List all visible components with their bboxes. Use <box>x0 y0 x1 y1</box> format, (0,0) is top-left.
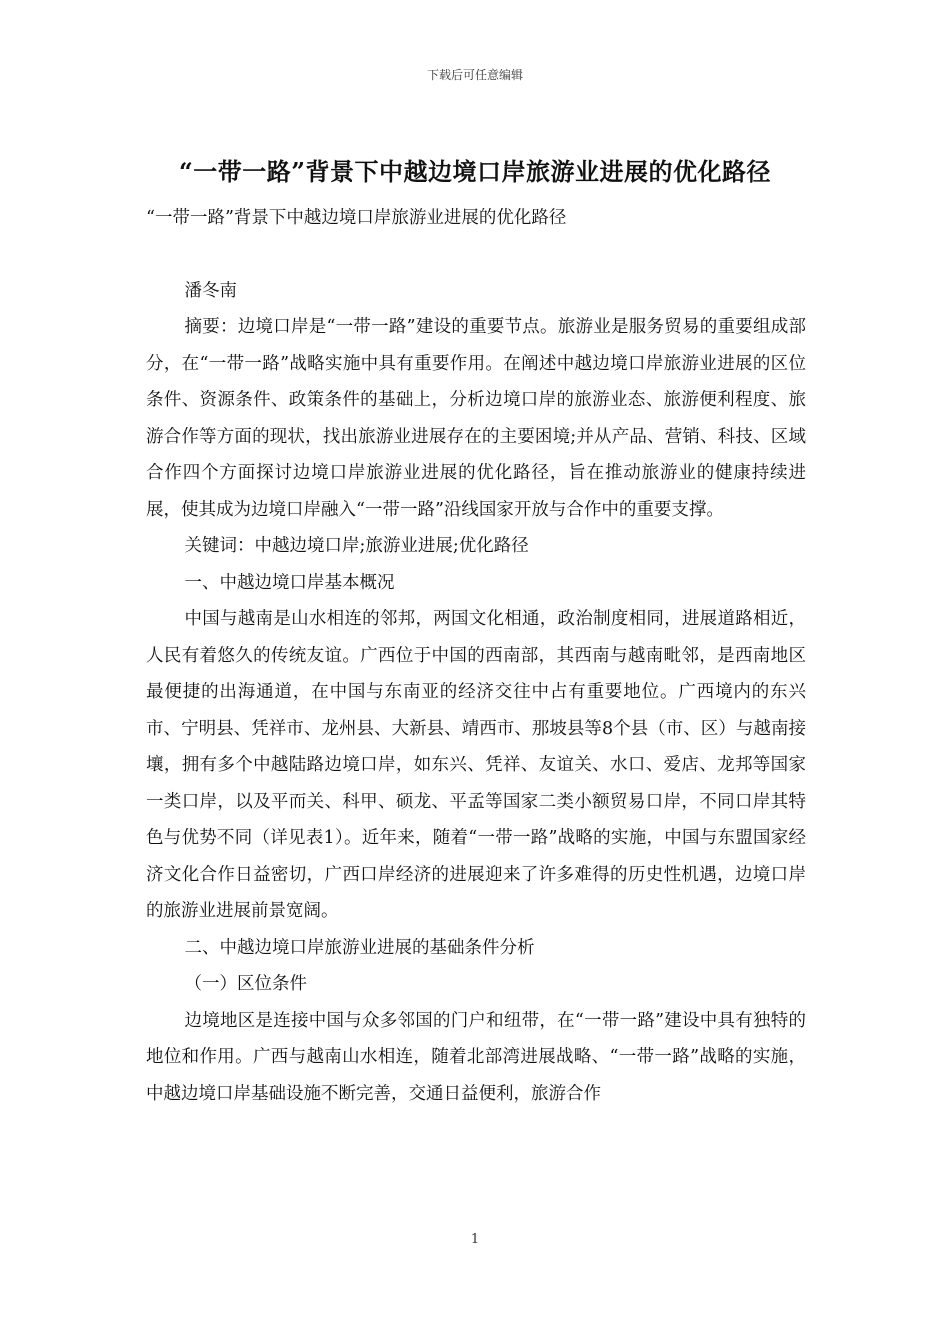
abstract-paragraph: 摘要：边境口岸是“一带一路”建设的重要节点。旅游业是服务贸易的重要组成部分，在“一带一路”战略实施中具有重要作用。在阐述中越边境口岸旅游业进展的区位条件、资源条件、政策条件的基础上，分析边境口岸的旅游业态、旅游便利程度、旅游合作等方面的现状，找出旅游业进展存在的主要困境;并从产品、营销、科技、区域合作四个方面探讨边境口岸旅游业进展的优化路径，旨在推动旅游业的健康持续进展，使其成为边境口岸融入“一带一路”沿线国家开放与合作中的重要支撑。 <box>146 317 806 520</box>
document-subtitle: “一带一路”背景下中越边境口岸旅游业进展的优化路径 <box>146 208 567 228</box>
section-heading-2: 二、中越边境口岸旅游业进展的基础条件分析 <box>184 937 535 958</box>
subsection-1-paragraph: 边境地区是连接中国与众多邻国的门户和纽带，在“一带一路”建设中具有独特的地位和作用。广西与越南山水相连，随着北部湾进展战略、“一带一路”战略的实施，中越边境口岸基础设施不断完善，交通日益便利，旅游合作 <box>146 1010 806 1104</box>
page-number: 1 <box>470 1232 480 1247</box>
page-header: 下载后可任意编辑 <box>426 68 523 82</box>
section-heading-1: 一、中越边境口岸基本概况 <box>184 572 395 593</box>
document-title: “一带一路”背景下中越边境口岸旅游业进展的优化路径 <box>178 157 772 186</box>
document-body <box>146 200 806 1112</box>
blank-line <box>146 237 806 273</box>
section-1-paragraph: 中国与越南是山水相连的邻邦，两国文化相通，政治制度相同，进展道路相近，人民有着悠久的传统友谊。广西位于中国的西南部，其西南与越南毗邻，是西南地区最便捷的出海通道，在中国与东南亚的经济交往中占有重要地位。广西境内的东兴市、宁明县、凭祥市、龙州县、大新县、靖西市、那坡县等8个县（市、区）与越南接壤，拥有多个中越陆路边境口岸，如东兴、凭祥、友谊关、水口、爱店、龙邦等国家一类口岸，以及平而关、科甲、硕龙、平孟等国家二类小额贸易口岸，不同口岸其特色与优势不同（详见表1）。近年来，随着“一带一路”战略的实施，中国与东盟国家经济文化合作日益密切，广西口岸经济的进展迎来了许多难得的历史性机遇，边境口岸的旅游业进展前景宽阔。 <box>146 609 806 921</box>
author-name: 潘冬南 <box>184 280 237 301</box>
keywords-line: 关键词：中越边境口岸;旅游业进展;优化路径 <box>184 536 529 556</box>
subsection-heading-1: （一）区位条件 <box>184 974 307 994</box>
